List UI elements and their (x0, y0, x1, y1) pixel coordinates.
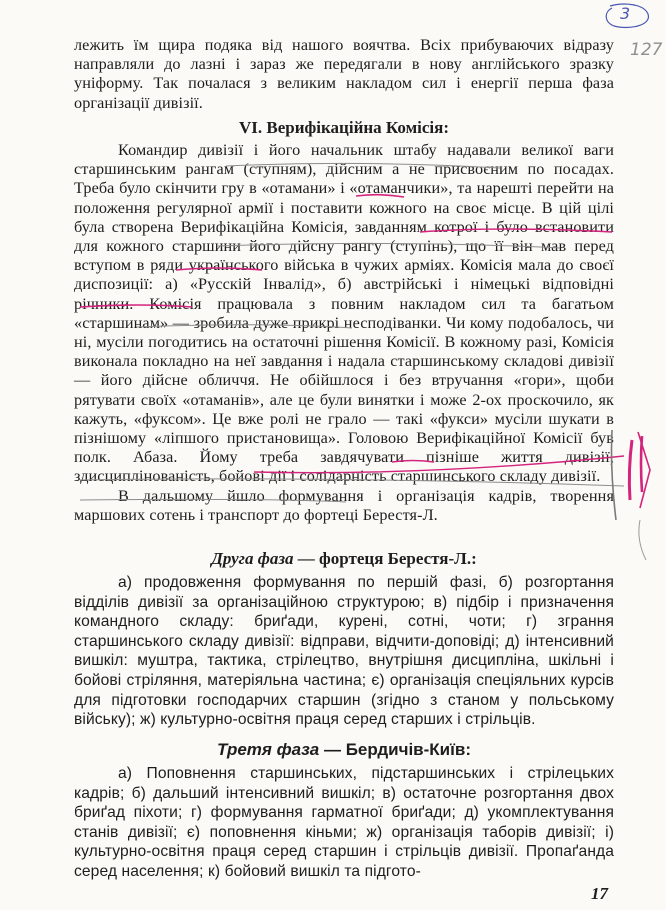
verification-commission-paragraph: Командир дивізії і його начальник штабу надавали великої ваги старшинським рангам (ступням), дійсним а не присвоєним по посадах. Треба було скінчити гру в «отамани» і «отаманчики», та нарешті перейти на положення регулярної армії і поставити кожного на своє місце. В цій цілі була створена Верифікаційна Комісія, завданням котрої і було встановити для кожного старшини його дійсну рангу (ступінь), що її він мав перед вступом в ряди українського війська в чужих арміях. Комісія мала до своєї диспозиції: а) «Русскій Інвалід», б) австрійські і німецькі відповідні річники. Комісія працювала з повним накладом сил та багатьом «старшинам» — зробила дуже прикрі несподіванки. Чи кому подобалось, чи ні, мусіли погодитись на остаточні рішення Комісії. В кожному разі, Комісія виконала покладно на неї завдання і надала старшинському складові дивізії — його дійсне обличчя. Не обійшлося і без втручання «гори», щоби рятувати своїх «отаманів», але це були винятки і може 2-ох проскочило, як кажуть, «фуксом». Це вже ролі не грало — такі «фукси» мусіли шукати в пізнішому «ліпшого пристановища». Головою Верифікаційної Комісії був полк. Абаза. Йому треба завдячувати пізніше життя дивізії, здисциплінованість, бойові дії і солідарність старшинського складу дивізії. (74, 141, 614, 486)
phase-2-body (74, 573, 614, 730)
margin-mark-red-1 (629, 440, 632, 500)
phase-2-paragraph: а) продовження формування по першій фазі, б) розгортання відділів дивізії за організаційною структурою; в) підбір і призначення командного складу: бриґади, курені, сотні, чоти; г) зграння старшинського складу дивізії: відправи, відчити-доповіді; д) інтенсивний вишкіл: муштра, тактика, стрілецтво, внутрішня дисципліна, шкільні і бойові стріляння, матеріяльна частина; є) організація спеціяльних курсів для підготовки господарчих старшин (згідно з станом у польському війську); ж) культурно-освітня праця серед старших і стрільців. (74, 574, 614, 729)
phase-2-heading-rest: — фортеця Берестя-Л.: (293, 549, 477, 568)
phase-3-heading-rest: — Бердичів-Київ: (319, 740, 472, 759)
phase-3-paragraph: а) Поповнення старшинських, підстаршинських і стрілецьких кадрів; б) дальший інтенсивний вишкіл; в) остаточне розгортання двох бриґад піхоти; г) формування гарматної бриґади; д) укомплектування станів дивізії; є) поповнення кіньми; ж) організація таборів дивізії; і) культурно-освітня праця серед старшин і стрільців дивізії. Пропаґанда серед населення; к) бойовий вишкіл та підгото- (74, 765, 614, 880)
margin-mark-red-3 (638, 432, 650, 508)
page-number: 17 (591, 884, 608, 903)
phase-2-heading (74, 549, 614, 569)
phase-3-heading-prefix: Третя фаза (216, 740, 320, 759)
section-6-body (74, 141, 614, 525)
phase-3-body (74, 764, 614, 882)
intro-paragraph: лежить їм щира подяка від нашого воячтва. Всіх прибуваючих відразу направляли до лазні і зараз же передягали в нову англійського зразку уніформу. Так почалася з великим накладом сил і енергії перша фаза організації дивізії. (74, 36, 614, 112)
margin-scribble-pencil (639, 520, 646, 560)
section-6-heading: VI. Верифікаційна Комісія: (239, 118, 449, 137)
intro-paragraph-block (74, 36, 614, 113)
formation-paragraph: В дальшому йшло формування і організація кадрів, творення маршових сотень і транспорт до фортеці Берестя-Л. (74, 486, 614, 524)
archive-mark: 3 (620, 4, 631, 23)
margin-mark-red-2 (641, 436, 642, 492)
phase-3-heading (74, 740, 614, 760)
archive-number: 127 (630, 40, 663, 60)
phase-2-heading-prefix: Друга фаза (211, 549, 294, 568)
